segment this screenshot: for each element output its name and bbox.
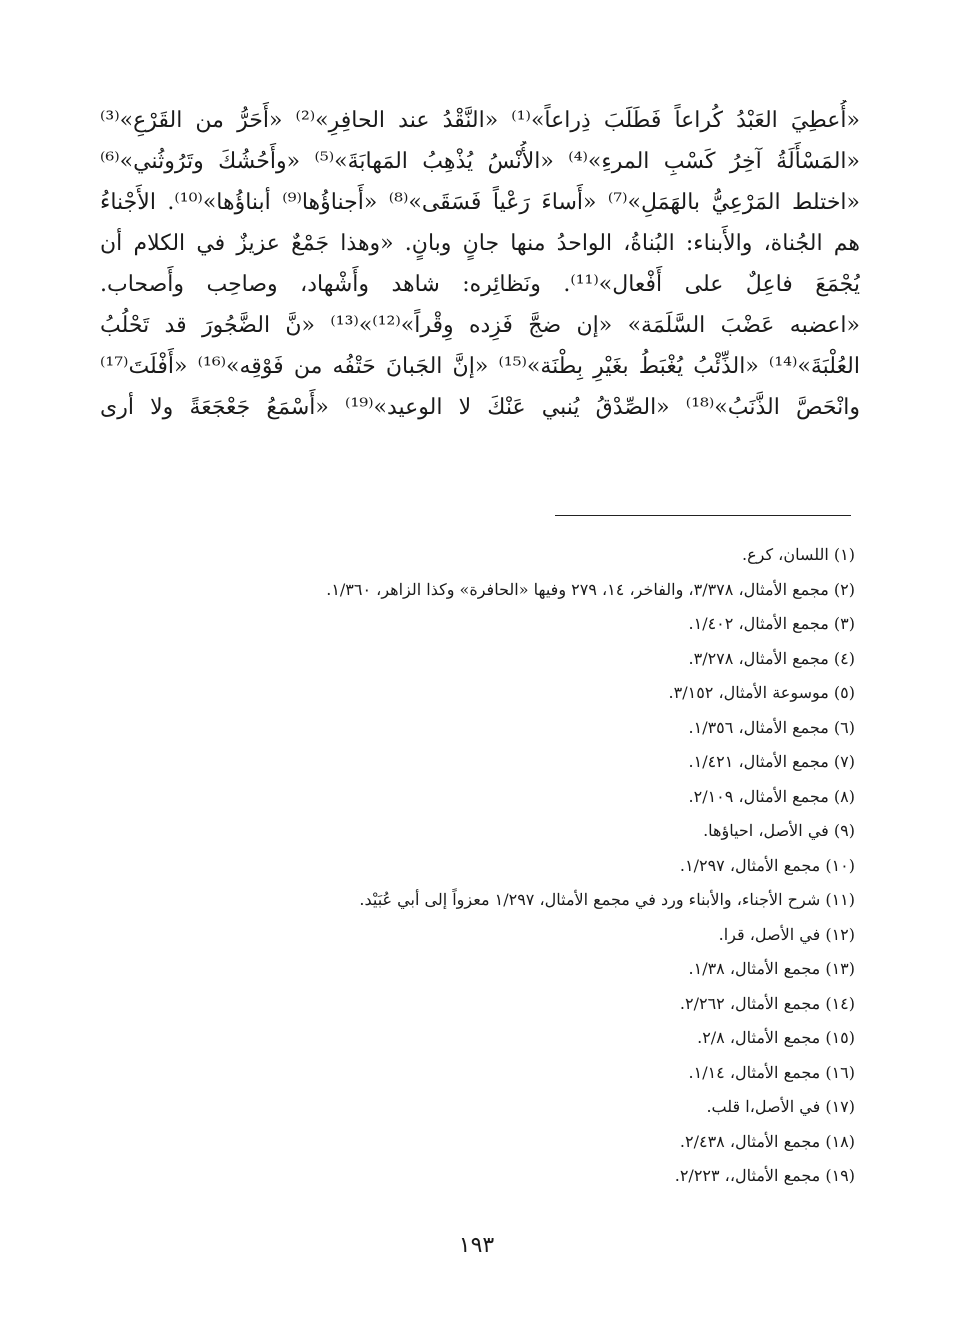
footnote: (١٨) مجمع الأمثال، ٢/٤٣٨. xyxy=(679,1131,855,1151)
footnote: (١١) شرح الأجناء، والأبناء ورد في مجمع الأمثال، ١/٢٩٧ معزواً إلى أبي عُبَيْد. xyxy=(359,890,855,909)
footnote: (٨) مجمع الأمثال، ٢/١٠٩. xyxy=(688,786,855,806)
footnote: (١٠) مجمع الأمثال، ١/٢٩٧. xyxy=(679,855,855,875)
footnote: (٤) مجمع الأمثال، ٣/٢٧٨. xyxy=(688,648,855,668)
footnote: (١٥) مجمع الأمثال، ٢/٨. xyxy=(697,1028,855,1047)
footnote: (١٣) مجمع الأمثال، ١/٣٨. xyxy=(688,959,855,978)
footnote: (١٩) مجمع الأمثال،، ٢/٢٢٣. xyxy=(674,1166,855,1185)
footnote: (٧) مجمع الأمثال، ١/٤٢١. xyxy=(688,752,855,771)
main-text-line: وانْحَصَّ الذَّنَبُ»⁽¹⁸⁾ «الصِّدْقُ يُنبي عَنْكَ لا الوعيد»⁽¹⁹⁾ «أَسْمَعُ جَعْجَعَةً ولا أرى xyxy=(100,395,860,420)
footnote: (١٧) في الأصل،ا قلب. xyxy=(706,1097,855,1116)
footnote-divider xyxy=(555,515,851,516)
main-text-line: «أُعطِيَ العَبْدُ كُراعاً فَطَلَبَ ذِراعاً»⁽¹⁾ «النَّقْدُ عند الحافِرِ»⁽²⁾ «أَحَرُّ من القَرْعِ»⁽³⁾ xyxy=(100,108,860,133)
footnote: (١٢) في الأصل، قرا. xyxy=(718,924,855,944)
main-text-line: «اعضبه عَضْبَ السَّلَمَة» «إن ضجَّ فَزِده وِقْراً»⁽¹²⁾»⁽¹³⁾ «نَّ الضَّجُورَ قد تَحْلُبُ xyxy=(100,313,860,338)
footnote: (١٦) مجمع الأمثال، ١/١٤. xyxy=(688,1062,855,1082)
main-text-line: «اختلط المَرْعِيُّ بالهَمَلِ»⁽⁷⁾ «أَساءَ رَعْياً فَسَقَى»⁽⁸⁾ «أَجناؤُها⁽⁹⁾ أبناؤُها»⁽¹⁰⁾. الأَجْناءُ xyxy=(100,190,860,215)
page-number: ١٩٣ xyxy=(458,1233,495,1258)
main-text-line: العُلْبَةَ»⁽¹⁴⁾ «الذِّئْبُ يُغْبَطُ بغَيْرِ بِطْنَة»⁽¹⁵⁾ «إنَّ الجَبانَ حَتْفُه من فَوْقِه»⁽¹⁶⁾ «أَفْلَتَ⁽¹⁷⁾ xyxy=(100,354,860,379)
footnote: (١٤) مجمع الأمثال، ٢/٢٦٢. xyxy=(679,993,855,1013)
main-text-line: «المَسْأَلَةُ آخِرُ كَسْبِ المرءِ»⁽⁴⁾ «الأُنْسُ يُذْهِبُ المَهابَةَ»⁽⁵⁾ «وأَحُشُكَ وتَرُوثُني»⁽⁶⁾ xyxy=(100,149,860,174)
footnote: (٩) في الأصل، احياؤها. xyxy=(703,821,855,840)
footnote: (٣) مجمع الأمثال، ١/٤٠٢. xyxy=(688,614,855,633)
footnote: (١) اللسان، كرع. xyxy=(741,545,855,564)
footnote: (٥) موسوعة الأمثال، ٣/١٥٢. xyxy=(668,683,855,702)
footnote: (٢) مجمع الأمثال، ٣/٣٧٨، والفاخر، ١٤، ٢٧٩ وفيها «الحافرة» وكذا الزاهر، ١/٣٦٠. xyxy=(326,579,855,599)
footnotes-list xyxy=(155,538,855,1194)
main-text-line: يُجْمَعَ فاعِلٌ على أَفْعال»⁽¹¹⁾. ونَظائِره: شاهد وأَشْهاد، وصاحِب وأَصحاب. xyxy=(100,272,860,297)
footnote: (٦) مجمع الأمثال، ١/٣٥٦. xyxy=(688,717,855,737)
main-text-block xyxy=(100,100,860,428)
main-text-line: هم الجُناة، والأَبناء: البُناةُ، الواحدُ منها جانٍ وبانٍ. «وهذا جَمْعٌ عزيزٌ في الكلام أن xyxy=(100,231,860,256)
